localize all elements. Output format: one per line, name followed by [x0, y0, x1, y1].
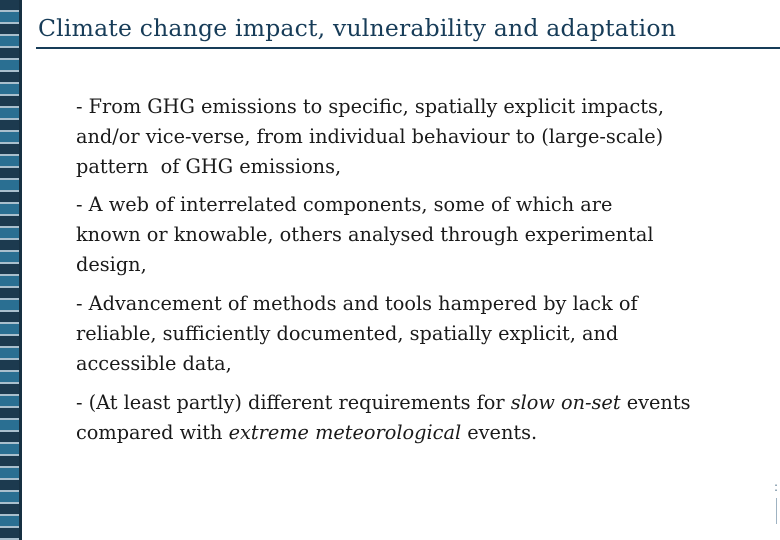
corner-glyph: : — [773, 480, 778, 494]
bullet-list — [76, 92, 766, 456]
bullet-text: - (At least partly) different requirements for — [76, 391, 511, 414]
emphasis-text: extreme meteorological — [228, 421, 462, 444]
slide-corner-mark — [762, 478, 780, 526]
bullet-item — [76, 92, 766, 182]
corner-rule — [776, 498, 777, 524]
emphasis-text: slow on-set — [510, 391, 621, 414]
bullet-text: events — [620, 391, 691, 414]
bullet-item — [76, 388, 766, 448]
title-underline — [36, 47, 780, 49]
bullet-line: design, — [76, 253, 147, 276]
bullet-line: reliable, sufficiently documented, spatially explicit, and — [76, 322, 619, 345]
bullet-item — [76, 289, 766, 379]
bullet-line: - Advancement of methods and tools hampered by lack of — [76, 292, 638, 315]
bullet-line: accessible data, — [76, 352, 232, 375]
bullet-line: pattern of GHG emissions, — [76, 155, 342, 178]
bullet-item — [76, 190, 766, 280]
bullet-text: compared with — [76, 421, 229, 444]
bullet-line: known or knowable, others analysed through experimental — [76, 223, 654, 246]
slide-title: Climate change impact, vulnerability and adaptation — [38, 14, 677, 42]
decorative-left-strip — [0, 0, 22, 540]
bullet-text: events. — [461, 421, 538, 444]
bullet-line: - From GHG emissions to specific, spatially explicit impacts, — [76, 95, 665, 118]
bullet-line: and/or vice-verse, from individual behaviour to (large-scale) — [76, 125, 664, 148]
bullet-line: - A web of interrelated components, some of which are — [76, 193, 613, 216]
